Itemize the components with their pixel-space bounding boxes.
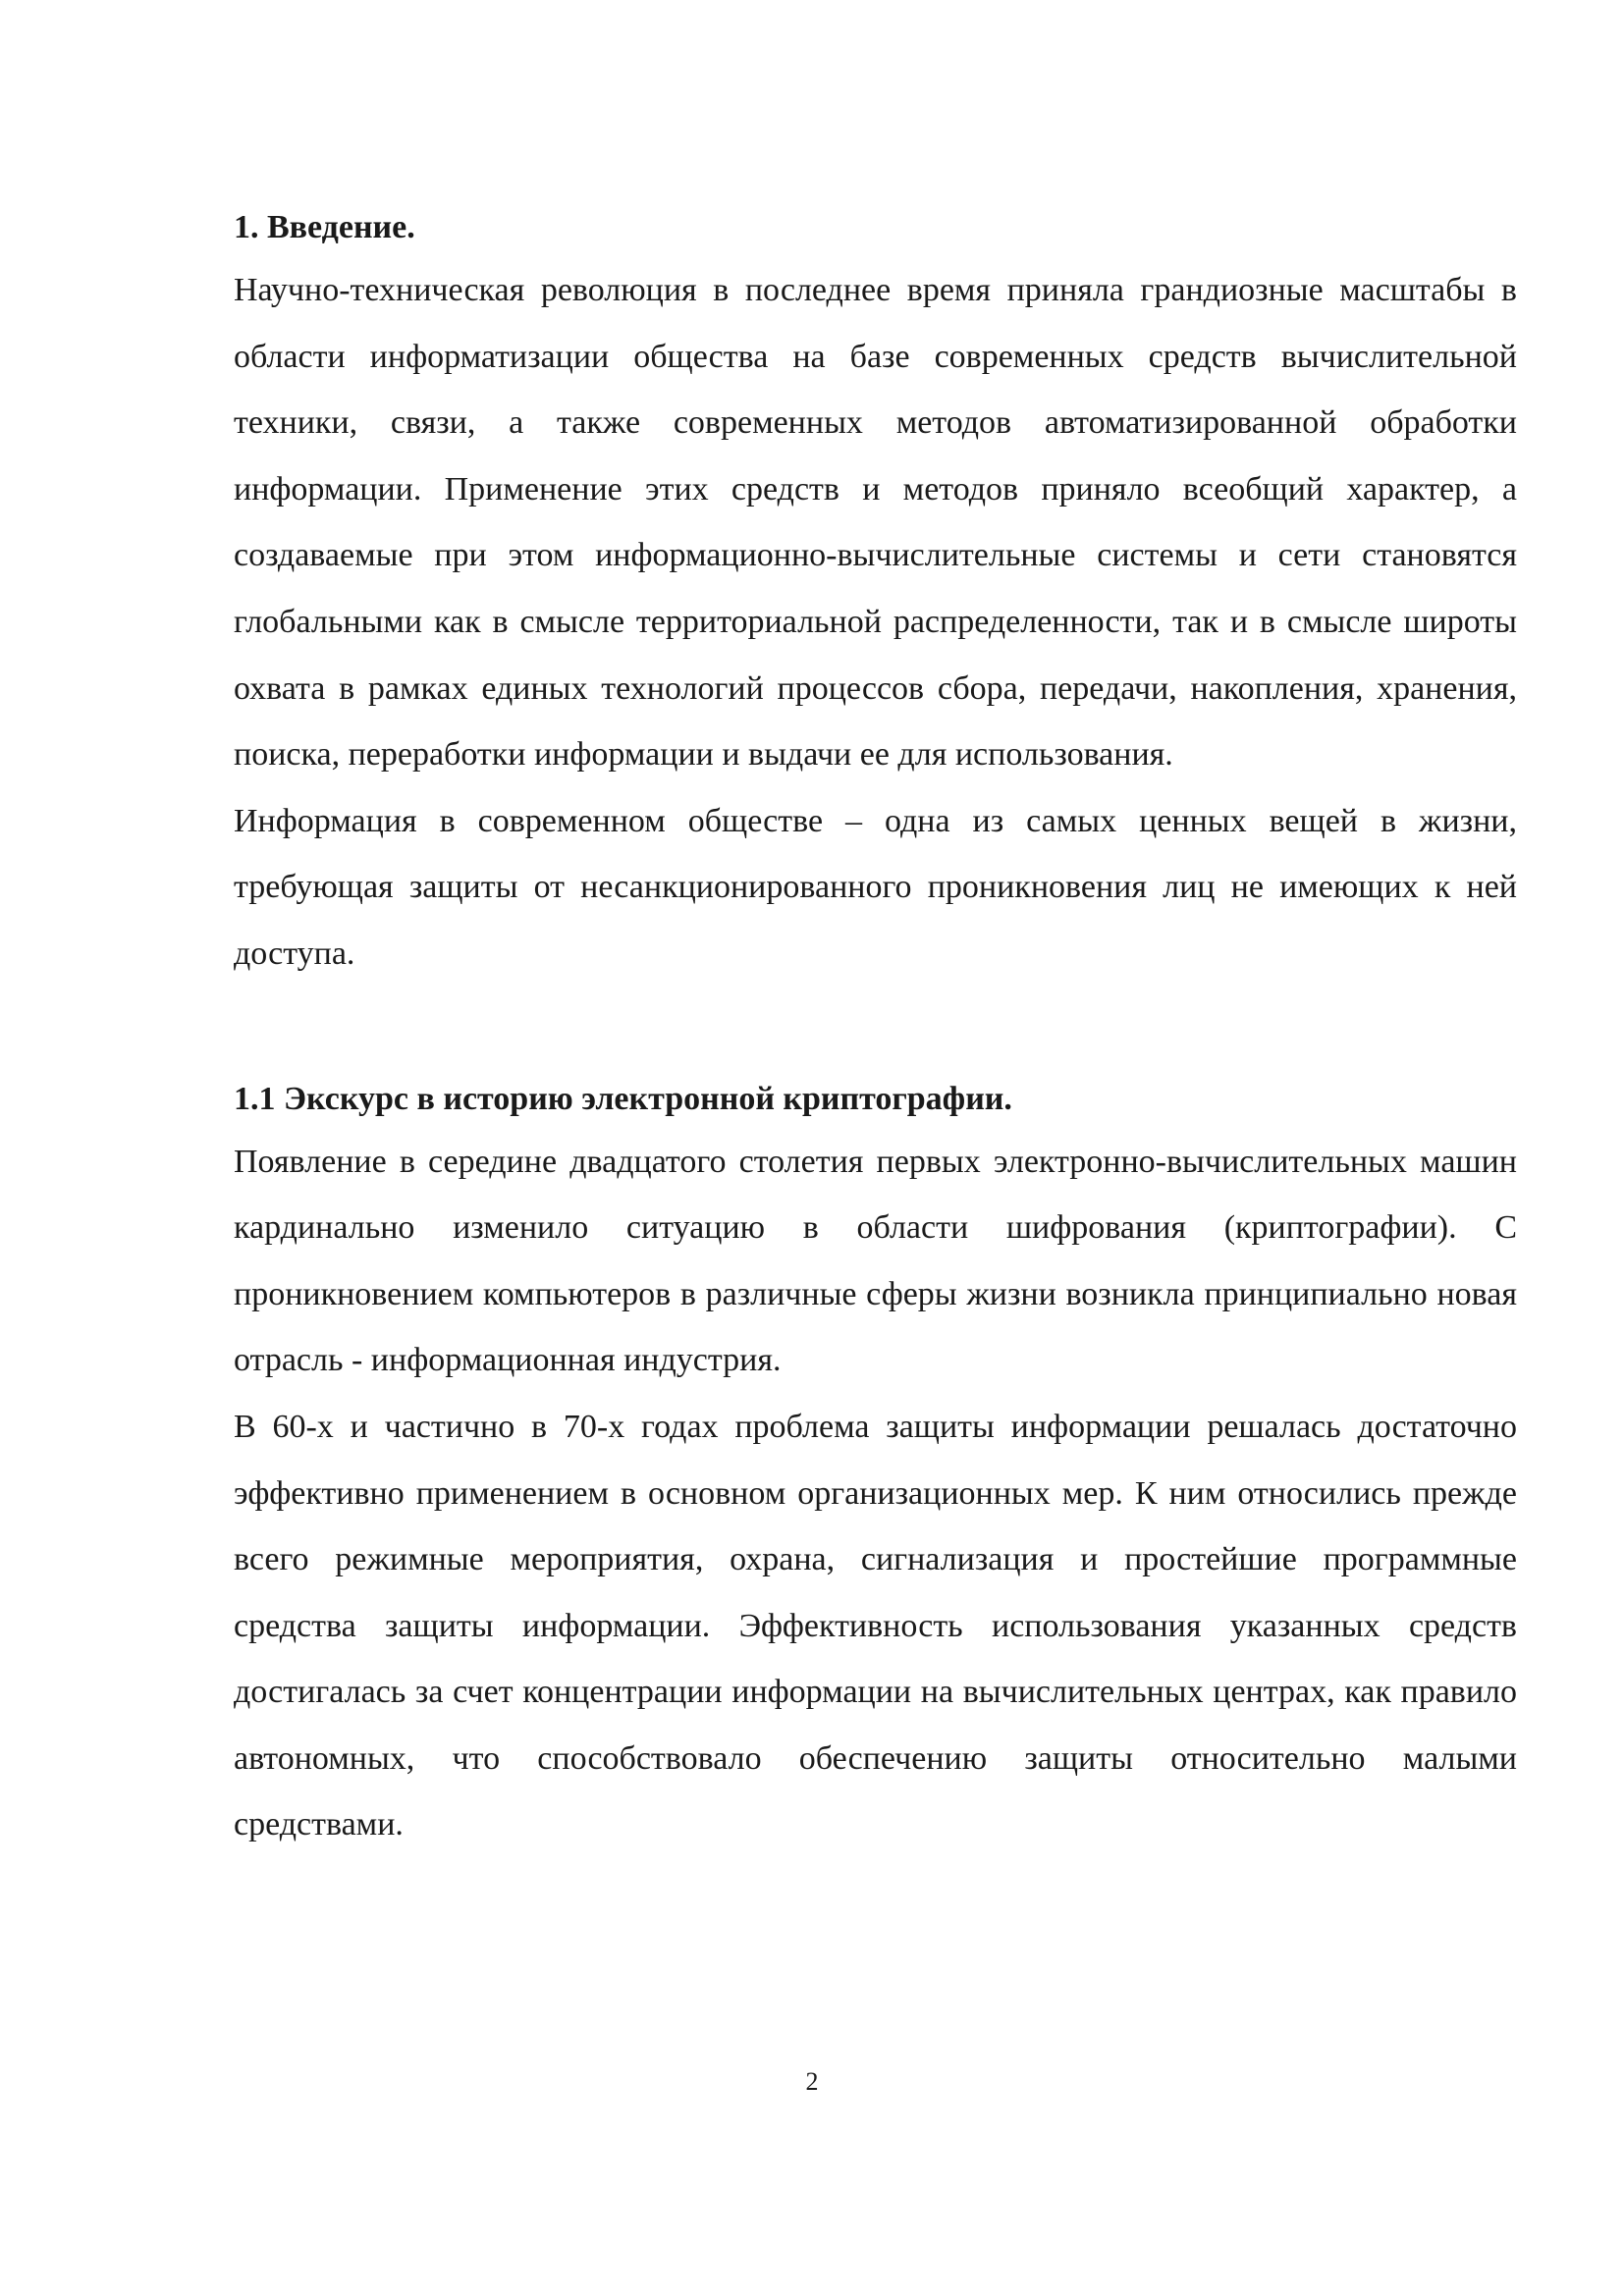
paragraph-history-1: Появление в середине двадцатого столетия первых электронно-вычислительных машин кардинально изменило ситуацию в области шифрования (криптографии). С проникновением компьютеров в различные сферы жизни возникла принципиально новая отрасль - информационная индустрия. (234, 1143, 1517, 1379)
paragraph-intro-1: Научно-техническая революция в последнее время приняла грандиозные масштабы в области информатизации общества на базе современных средств вычислительной техники, связи, а также современных методов автоматизированной обработки информации. Применение этих средств и методов приняло всеобщий характер, а создаваемые при этом информационно-вычислительные системы и сети становятся глобальными как в смысле территориальной распределенности, так и в смысле широты охвата в рамках единых технологий процессов сбора, передачи, накопления, хранения, поиска, переработки информации и выдачи ее для использования. (234, 272, 1517, 774)
page-content (234, 194, 1517, 1858)
paragraph-history-2: В 60-х и частично в 70-х годах проблема защиты информации решалась достаточно эффективно применением в основном организационных мер. К ним относились прежде всего режимные мероприятия, охрана, сигнализация и простейшие программные средства защиты информации. Эффективность использования указанных средств достигалась за счет концентрации информации на вычислительных центрах, как правило автономных, что способствовало обеспечению защиты относительно малыми средствами. (234, 1408, 1517, 1843)
paragraph-intro-2: Информация в современном обществе – одна из самых ценных вещей в жизни, требующая защиты от несанкционированного проникновения лиц не имеющих к ней доступа. (234, 802, 1517, 972)
page-number: 2 (805, 2067, 819, 2096)
section-spacer (234, 988, 1517, 1066)
section-heading-introduction: 1. Введение. (234, 209, 415, 245)
section-heading-cryptography-history: 1.1 Экскурс в историю электронной криптографии. (234, 1080, 1012, 1117)
